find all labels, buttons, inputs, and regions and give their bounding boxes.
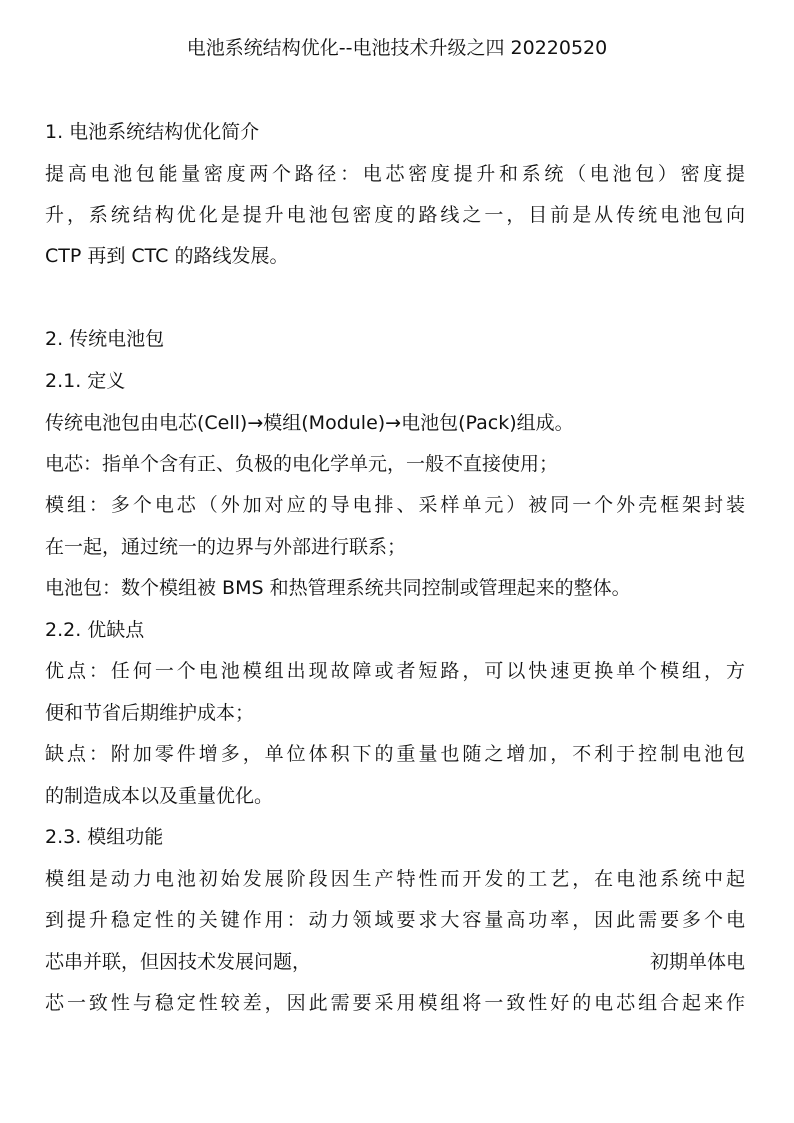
paragraph-line: 便和节省后期维护成本；: [45, 702, 255, 724]
section-2-2-heading: 2.2. 优缺点: [45, 619, 145, 641]
paragraph-line: 升，系统结构优化是提升电池包密度的路线之一，目前是从传统电池包向: [45, 204, 745, 226]
paragraph-line: 到提升稳定性的关键作用：动力领域要求大容量高功率，因此需要多个电: [45, 909, 745, 931]
section-2-heading: 2. 传统电池包: [45, 328, 165, 350]
paragraph-line: CTP 再到 CTC 的路线发展。: [45, 245, 289, 267]
section-2-1-heading: 2.1. 定义: [45, 370, 126, 392]
paragraph-line: 优点：任何一个电池模组出现故障或者短路，可以快速更换单个模组，方: [45, 660, 745, 682]
paragraph-line: 电池包：数个模组被 BMS 和热管理系统共同控制或管理起来的整体。: [45, 577, 631, 599]
paragraph-line: 提高电池包能量密度两个路径：电芯密度提升和系统（电池包）密度提: [45, 163, 745, 185]
page-title: 电池系统结构优化--电池技术升级之四 20220520: [186, 37, 608, 59]
paragraph-line: 电芯：指单个含有正、负极的电化学单元，一般不直接使用；: [45, 453, 559, 475]
paragraph-line: 模组：多个电芯（外加对应的导电排、采样单元）被同一个外壳框架封装: [45, 494, 745, 516]
paragraph-line: 芯一致性与稳定性较差，因此需要采用模组将一致性好的电芯组合起来作: [45, 992, 745, 1014]
paragraph-fragment: 初期单体电: [649, 951, 745, 973]
paragraph-fragment: 芯串并联，但因技术发展问题，: [45, 951, 312, 973]
paragraph-line: 在一起，通过统一的边界与外部进行联系；: [45, 536, 407, 558]
paragraph-line: 的制造成本以及重量优化。: [45, 785, 274, 807]
paragraph-line: 缺点：附加零件增多，单位体积下的重量也随之增加，不利于控制电池包: [45, 743, 745, 765]
paragraph-line-split: [45, 948, 745, 976]
paragraph-line: 模组是动力电池初始发展阶段因生产特性而开发的工艺，在电池系统中起: [45, 868, 745, 890]
section-2-3-heading: 2.3. 模组功能: [45, 826, 164, 848]
section-1-heading: 1. 电池系统结构优化简介: [45, 121, 260, 143]
paragraph-line: 传统电池包由电芯(Cell)→模组(Module)→电池包(Pack)组成。: [45, 412, 574, 434]
